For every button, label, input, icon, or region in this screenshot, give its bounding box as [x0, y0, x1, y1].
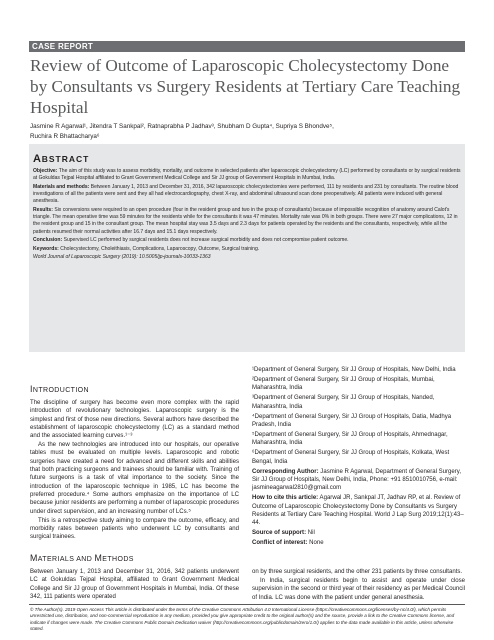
abstract-keywords: Keywords: Cholecystectomy, Choleithiasis, Complications, Laparoscopy, Outcome, Surgical training. — [33, 245, 260, 252]
corresponding-author: Corresponding Author: Jasmine R Agarwal, Department of General Surgery, Sir JJ Group of Hospitals, New Delhi, India, Phone: +91 8510010756, e-mail: jasmineagarwal2810@gmail.com — [252, 468, 462, 492]
methods-continuation — [252, 568, 465, 602]
license-footer: © The Author(s). 2019 Open Access This article is distributed under the terms of the Creative Commons Attribution 4.0 International License (https://creativecommons.org/licenses/by-nc/4.0/), which permits unrestricted use, distribution, and non-commercial reproduction in any medium, provided you give appropriate credit to the original author(s) and the source, provide a link to the Creative Commons license, and indicate if changes were made. The Creative Commons Public Domain Dedication waiver (http://creativecommons.org/publicdomain/zero/1.0/) applies to the data made available in this article, unless otherwise stated. — [30, 607, 455, 632]
abstract-heading-rest: BSTRACT — [41, 154, 90, 164]
introduction-heading: INTRODUCTION — [30, 384, 89, 394]
abstract-conclusion: Conclusion: Supervised LC performed by surgical residents does not increase surgical morbidity and does not compromise patient outcome. — [33, 237, 349, 244]
article-title: Review of Outcome of Laparoscopic Cholecystectomy Done by Consultants vs Surgery Residents at Tertiary Care Teaching Hospital — [30, 56, 461, 117]
intro-paragraph-2: As the new technologies are introduced into our hospitals, our operative tables must be evaluated on multiple levels. Laparoscopic and robotic surgeries have created a need for advanced and different skills and abilities that both practicing surgeons and trainees should be familiar with. Training of future surgeons is a task of vital importance to the society. Since the introduction of the laparoscopic technique in 1985, LC has become the preferred procedure.⁴ Some authors emphasize on the importance of LC because junior residents are performing a number of laparoscopic procedures under direct supervision, and an increasing number of LCs.⁵ — [30, 442, 239, 515]
source-of-support: Source of support: Nil — [252, 530, 315, 537]
conflict-of-interest: Conflict of interest: None — [252, 540, 324, 547]
affiliation-4: ⁴Department of General Surgery, Sir JJ Group of Hospitals, Datia, Madhya Pradesh, India — [252, 413, 452, 428]
abstract-objective: Objective: The aim of this study was to assess morbidity, mortality, and outcome in selected patients after laparoscopic cholecystectomy (LC) performed by consultants or by surgical residents at Gokuldas Tejpal Hospital affiliated to Grant Government Medical College and Sir JJ group of Government Hospitals in Mumbai, India. — [33, 168, 461, 182]
abstract-heading — [33, 154, 89, 164]
article-type-banner: CASE REPORT — [29, 41, 465, 52]
abstract-heading-cap: A — [33, 153, 42, 165]
author-line-1: Jasmine R Agarwal¹, Jitendra T Sankpal², Ratnaprabha P Jadhav³, Shubham D Gupta⁴, Supriya S Bhondve⁵, — [30, 123, 334, 130]
abstract-citation: World Journal of Laparoscopic Surgery (2019): 10.5005/jp-journals-10033-1363 — [33, 254, 211, 261]
affiliation-3: ³Department of General Surgery, Sir JJ Group of Hospitals, Nanded, Maharashtra, India — [252, 395, 435, 410]
affiliation-2: ²Department of General Surgery, Sir JJ Group of Hospitals, Mumbai, Maharashtra, India — [252, 377, 435, 392]
author-line-2: Ruchira R Bhattacharya⁶ — [30, 132, 100, 140]
continuation-paragraph-2: In India, surgical residents begin to assist and operate under close supervision in the second or third year of their residency as per Medical Council of India. LC was done with the patient under general anesthesia. — [252, 577, 465, 601]
affiliation-5: ⁵Department of General Surgery, Sir JJ Group of Hospitals, Ahmednagar, Maharashtra, India — [252, 431, 448, 447]
intro-paragraph-1: The discipline of surgery has become even more complex with the rapid introduction of revolutionary technologies. Laparoscopic surgery is the simplest and first of those new directions. Several authors have described the establishment of laparoscopic cholecystectomy (LC) as a standard method and the associated learning curves.¹⁻³ — [30, 400, 239, 440]
abstract-methods: Materials and methods: Between January 1, 2013 and December 31, 2016, 342 laparoscopic cholecystectomies were performed, 111 by residents and 231 by consultants. The routine blood investigations of all the patients were sent and they all had electrocardiography, chest X-ray, and abdominal ultrasound scan done preoperatively. All patients were induced with general anesthesia. — [33, 183, 459, 205]
introduction-section — [30, 384, 239, 542]
methods-paragraph-1: Between January 1, 2013 and December 31, 2016, 342 patients underwent LC at Gokuldas Tejpal Hospital, affiliated to Grant Government Medical College and Sir JJ group of Government Hospitals in Mumbai, India. Of these 342, 111 patients were operated — [30, 569, 239, 600]
affiliations-block — [252, 366, 465, 549]
footer-divider — [29, 604, 465, 605]
abstract-body — [33, 168, 461, 263]
intro-paragraph-3: This is a retrospective study aiming to compare the outcome, efficacy, and morbidity rates between patients who underwent LC by consultants and surgical trainees. — [30, 517, 239, 541]
methods-section — [30, 553, 239, 602]
affiliation-1: ¹Department of General Surgery, Sir JJ Group of Hospitals, New Delhi, India — [252, 367, 456, 373]
methods-heading: MATERIALS AND METHODS — [30, 553, 134, 563]
continuation-paragraph-1: on by three surgical residents, and the other 231 patients by three consultants. — [252, 569, 463, 575]
author-list — [30, 122, 460, 141]
affiliation-6: ⁶Department of General Surgery, Sir JJ Group of Hospitals, Kolkata, West Bengal, India — [252, 450, 450, 465]
abstract-results: Results: Six conversions were required to an open procedure (four in the resident group and two in the group of consultants) because of impossible recognition of anatomy around Calot's triangle. The mean operative time was 59 minutes for the residents while for the consultants it was 47 minutes. Mortality rate was 0% in both groups. There were 27 major complications, 12 in the resident group and 15 in the consultant group. The mean hospital stay was 3.5 days and 2.3 days for patients operated by the residents and the consultants, respectively, while all the patients resumed their normal activities after 16.7 days and 15.1 days respectively. — [33, 206, 458, 235]
how-to-cite: How to cite this article: Agarwal JR, Sankpal JT, Jadhav RP, et al. Review of Outcome of Laparoscopic Cholecystectomy Done by Consultants vs Surgery Residents at Tertiary Care Teaching Hospital. World J Lap Surg 2019;12(1):43–44. — [252, 495, 464, 527]
